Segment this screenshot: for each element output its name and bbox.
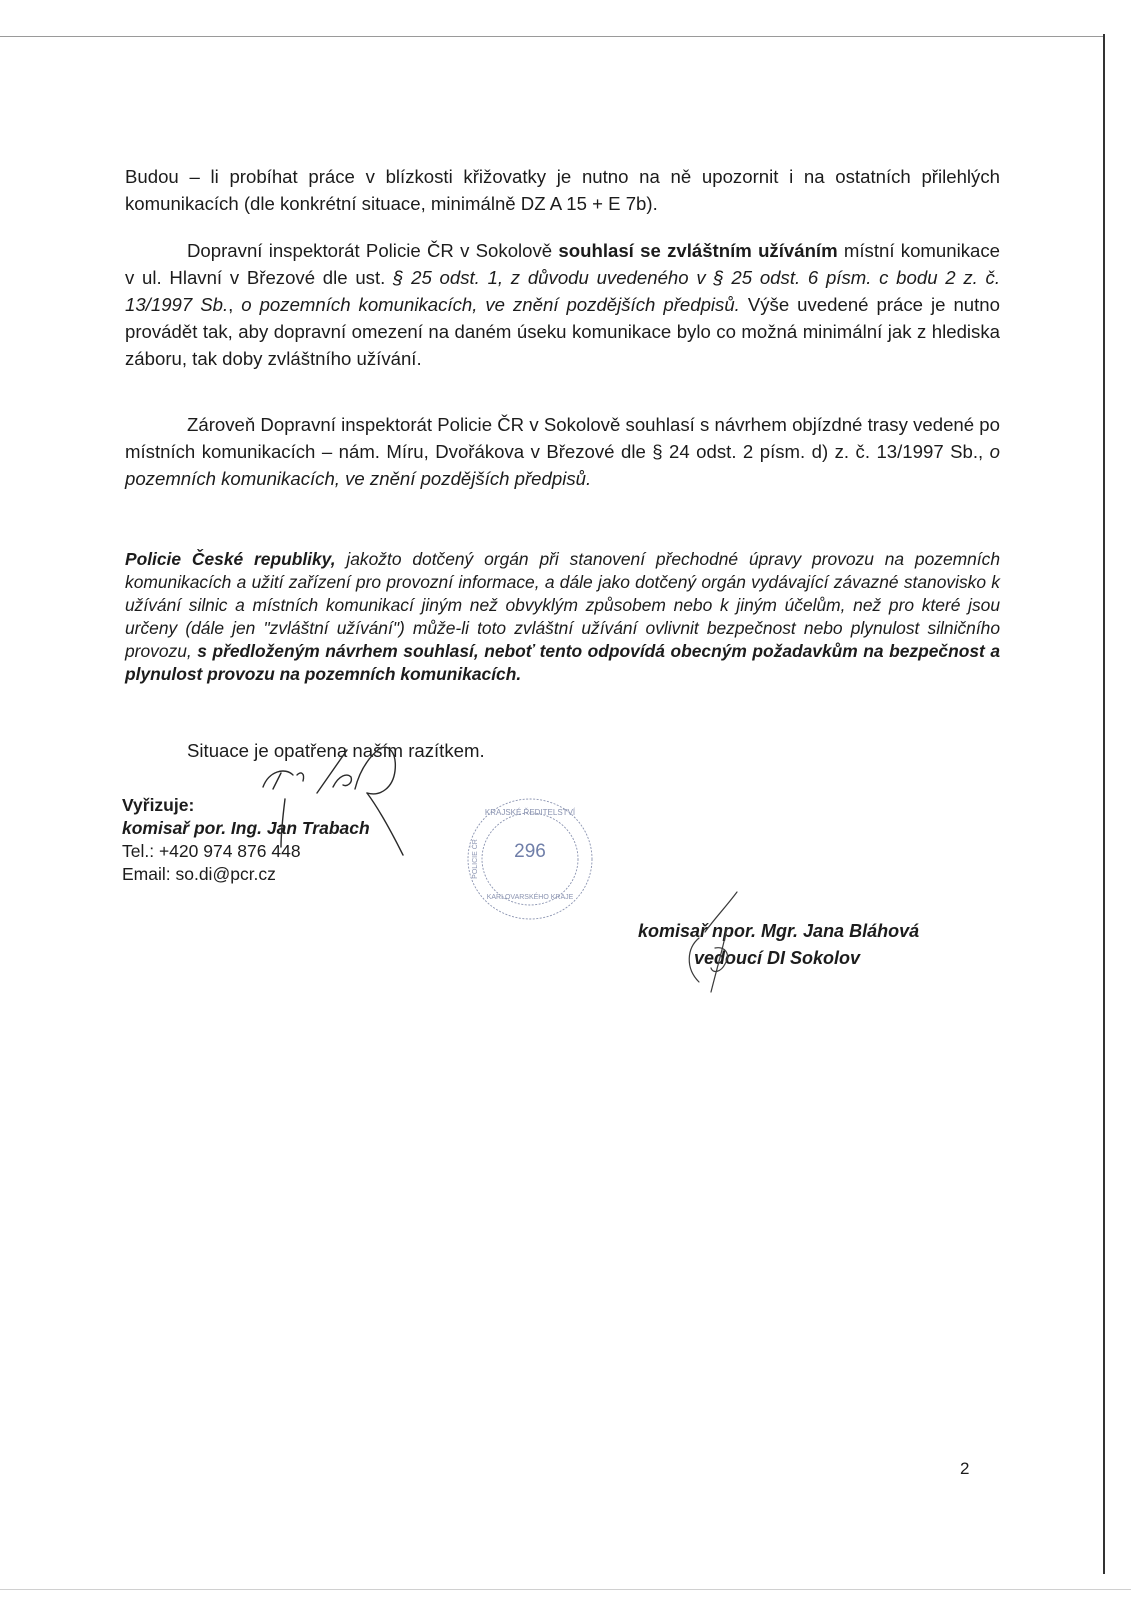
scan-edge-right [1103,34,1105,1574]
text-run: Výše uvedené práce je nutno provádět tak, aby dopravní omezení na daném úseku komunikace bylo co možná minimální jak z hlediska záboru, tak doby zvláštního užívání. [125,294,1000,369]
paragraph-special-use-consent [125,237,1000,372]
text-run: Dopravní inspektorát Policie ČR v Sokolově [187,240,559,261]
paragraph-stamp-note: Situace je opatřena naším razítkem. [187,740,485,761]
official-stamp [463,795,598,923]
text-run-bold: Policie České republiky, [125,549,336,569]
stamp-bottom-text: KARLOVARSKÉHO KRAJE [486,894,574,901]
contact-phone: Tel.: +420 974 876 448 [122,841,301,861]
paragraph-text: Budou – li probíhat práce v blízkosti křižovatky je nutno na ně upozornit i na ostatních přilehlých komunikacích (dle konkrétní situace, minimálně DZ A 15 + E 7b). [125,166,1000,214]
scan-edge-top [0,36,1105,37]
text-run-bold: souhlasí se zvláštním užíváním [558,240,838,261]
stamp-top-text: KRAJSKÉ ŘEDITELSTVÍ [484,808,576,817]
text-run-bold: s předloženým návrhem souhlasí, neboť tento odpovídá obecným požadavkům na bezpečnost a plynulost provozu na pozemních komunikacích. [125,641,1000,684]
handwritten-signature-2 [675,888,775,998]
contact-email: Email: so.di@pcr.cz [122,864,276,884]
text-run: místní komunikace v ul. Hlavní v Březové dle ust. [125,240,1001,288]
text-run: Zároveň Dopravní inspektorát Policie ČR v Sokolově souhlasí s návrhem objízdné trasy vedené po místních komunikacích – nám. Míru, Dvořákova v Březové dle § 24 odst. 2 písm. d) z. č. 13/1997 Sb., [125,414,1000,462]
contact-label: Vyřizuje: [122,795,195,815]
stamp-number: 296 [514,841,546,862]
text-run: jakožto dotčený orgán při stanovení přechodné úpravy provozu na pozemních komunikacích a užití zařízení pro provozní informace, a dále jako dotčený orgán vydávající závazné stanovisko k užívání silnic a místních komunikací jiným než obvyklým způsobem nebo k jiným účelům, než pro které jsou určeny (dále jen "zvláštní užívání") může-li toto zvláštní užívání ovlivnit bezpečnost nebo plynulost silničního provozu, [125,549,1000,661]
text-run-italic: o pozemních komunikacích, ve znění pozdějších předpisů. [241,294,740,315]
contact-name: komisař por. Ing. Jan Trabach [122,818,370,838]
stamp-left-text: POLICIE ČR [472,839,479,879]
paragraph-detour-consent [125,411,1000,492]
paragraph-police-statement [125,548,1000,686]
text-run-italic: § 25 odst. 1, z důvodu uvedeného v § 25 odst. 6 písm. c bodu 2 z. č. 13/1997 Sb. [125,267,1000,315]
paragraph-intersection-notice [125,163,1000,217]
scan-edge-bottom [0,1589,1131,1590]
text-run-italic: o pozemních komunikacích, ve znění pozdějších předpisů. [125,441,1000,489]
text-run: , [228,294,242,315]
signatory-title: vedoucí DI Sokolov [694,948,861,968]
handwritten-signature [255,745,435,865]
page-number: 2 [960,1459,970,1478]
signatory-name: komisař npor. Mgr. Jana Bláhová [638,921,920,941]
